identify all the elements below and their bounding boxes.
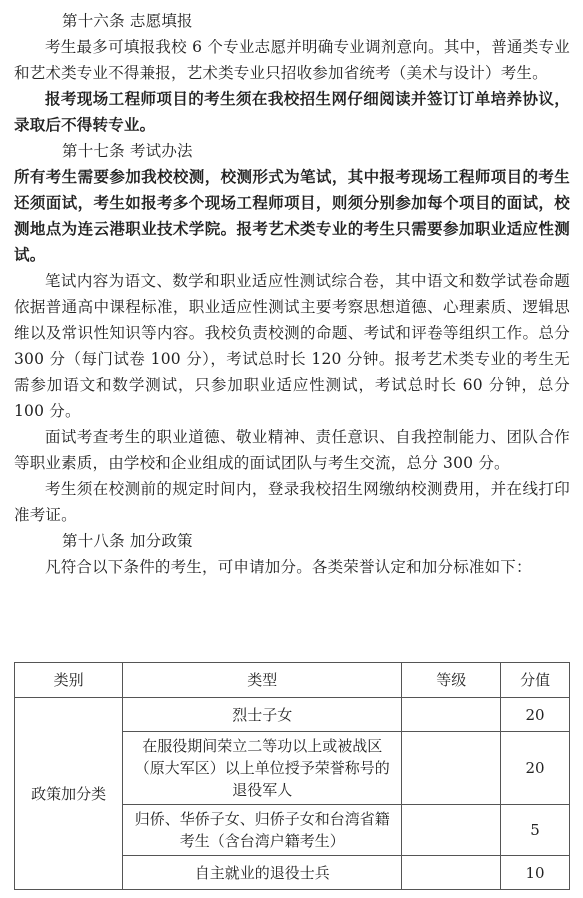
- type-cell: 烈士子女: [123, 698, 402, 732]
- level-cell: [402, 698, 501, 732]
- bonus-points-table: [14, 662, 570, 890]
- category-cell: 政策加分类: [15, 698, 123, 890]
- article-17-paragraph-4: 考生须在校测前的规定时间内，登录我校招生网缴纳校测费用，并在线打印准考证。: [14, 480, 570, 524]
- score-cell: 10: [501, 856, 570, 890]
- type-cell: 自主就业的退役士兵: [123, 856, 402, 890]
- level-cell: [402, 805, 501, 856]
- level-cell: [402, 856, 501, 890]
- document-body: [14, 8, 570, 580]
- type-cell: 在服役期间荣立二等功以上或被战区（原大军区）以上单位授予荣誉称号的退役军人: [123, 732, 402, 805]
- table-header-row: [15, 663, 570, 698]
- article-16-paragraph-2: 报考现场工程师项目的考生须在我校招生网仔细阅读并签订订单培养协议，录取后不得转专业。: [14, 89, 570, 134]
- article-17-heading: 第十七条 考试办法: [62, 142, 193, 160]
- article-17-paragraph-2: 笔试内容为语文、数学和职业适应性测试综合卷，其中语文和数学试卷命题依据普通高中课程标准，职业适应性测试主要考察思想道德、心理素质、逻辑思维以及常识性知识等内容。我校负责校测的命题、考试和评卷等组织工作。总分 300 分（每门试卷 100 分），考试总时长 120 分钟。报考艺术类专业的考生无需参加语文和数学测试，只参加职业适应性测试，考试总时长 60 分钟，总分 100 分。: [14, 272, 570, 420]
- article-16-heading: 第十六条 志愿填报: [62, 12, 193, 30]
- type-cell: 归侨、华侨子女、归侨子女和台湾省籍考生（含台湾户籍考生）: [123, 805, 402, 856]
- article-18-paragraph-1: 凡符合以下条件的考生，可申请加分。各类荣誉认定和加分标准如下：: [45, 558, 532, 576]
- header-type: 类型: [123, 663, 402, 698]
- article-17-paragraph-1: 所有考生需要参加我校校测，校测形式为笔试，其中报考现场工程师项目的考生还须面试，考生如报考多个现场工程师项目，则须分别参加每个项目的面试，校测地点为连云港职业技术学院。报考艺术类专业的考生只需要参加职业适应性测试。: [14, 167, 570, 264]
- header-level: 等级: [402, 663, 501, 698]
- score-cell: 5: [501, 805, 570, 856]
- article-18-heading: 第十八条 加分政策: [62, 532, 193, 550]
- article-17-paragraph-3: 面试考查考生的职业道德、敬业精神、责任意识、自我控制能力、团队合作等职业素质，由学校和企业组成的面试团队与考生交流，总分 300 分。: [14, 428, 570, 472]
- header-score: 分值: [501, 663, 570, 698]
- table-row: [15, 698, 570, 732]
- score-cell: 20: [501, 732, 570, 805]
- level-cell: [402, 732, 501, 805]
- score-cell: 20: [501, 698, 570, 732]
- article-16-paragraph-1: 考生最多可填报我校 6 个专业志愿并明确专业调剂意向。其中，普通类专业和艺术类专业不得兼报，艺术类专业只招收参加省统考（美术与设计）考生。: [14, 38, 570, 82]
- header-category: 类别: [15, 663, 123, 698]
